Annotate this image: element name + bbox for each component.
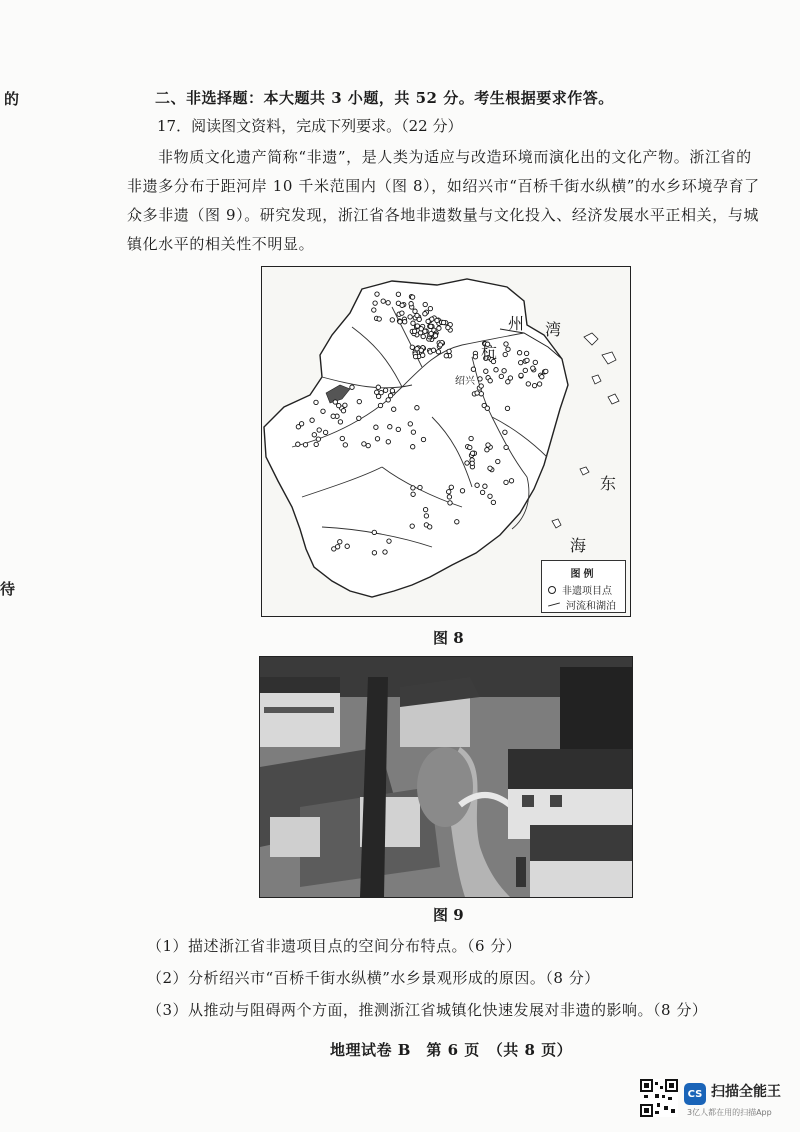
heritage-site-marker (409, 302, 413, 306)
heritage-site-marker (544, 369, 548, 373)
heritage-site-marker (503, 352, 507, 356)
heritage-site-marker (373, 301, 377, 305)
heritage-site-marker (460, 489, 464, 493)
heritage-site-marker (372, 530, 376, 534)
sub-question-3: （3）从推动与阻碍两个方面，推测浙江省城镇化快速发展对非遗的影响。（8 分） (147, 1001, 708, 1019)
heritage-site-marker (533, 360, 537, 364)
heritage-site-marker (424, 514, 428, 518)
heritage-site-marker (410, 295, 414, 299)
legend-river-label: 河流和湖泊 (566, 601, 616, 612)
heritage-site-marker (488, 494, 492, 498)
heritage-site-marker (357, 416, 361, 420)
heritage-site-marker (375, 292, 379, 296)
heritage-site-marker (455, 520, 459, 524)
heritage-site-marker (447, 495, 451, 499)
heritage-site-marker (446, 325, 450, 329)
heritage-site-marker (366, 443, 370, 447)
heritage-site-marker (314, 400, 318, 404)
heritage-site-marker (486, 443, 490, 447)
heritage-site-marker (390, 318, 394, 322)
heritage-site-marker (338, 420, 342, 424)
heritage-site-marker (421, 437, 425, 441)
heritage-site-marker (410, 524, 414, 528)
heritage-site-marker (418, 485, 422, 489)
heritage-site-marker (331, 414, 335, 418)
right-building (508, 749, 632, 789)
site-marker-icon (548, 586, 556, 594)
island-2 (602, 352, 616, 364)
heritage-site-marker (431, 348, 435, 352)
heritage-site-marker (429, 324, 433, 328)
heritage-site-marker (415, 313, 419, 317)
heritage-site-marker (488, 379, 492, 383)
heritage-site-marker (503, 430, 507, 434)
heritage-site-marker (532, 383, 536, 387)
label-hangzhou: 杭 (481, 343, 498, 362)
left-building-roof (260, 677, 340, 693)
label-dong: 东 (600, 474, 617, 493)
heritage-site-marker (419, 327, 423, 331)
heritage-site-marker (475, 391, 479, 395)
figure9-photo (259, 656, 633, 898)
heritage-site-marker (479, 384, 483, 388)
heritage-site-marker (375, 390, 379, 394)
heritage-site-marker (470, 451, 474, 455)
heritage-site-marker (448, 501, 452, 505)
heritage-site-marker (415, 347, 419, 351)
heritage-site-marker (340, 436, 344, 440)
figure8-caption: 图 8 (433, 629, 464, 647)
heritage-site-marker (494, 368, 498, 372)
heritage-site-marker (525, 358, 529, 362)
heritage-site-marker (337, 403, 341, 407)
margin-fragment-top: 的 (4, 90, 20, 108)
heritage-site-marker (428, 306, 432, 310)
heritage-site-marker (473, 355, 477, 359)
camscanner-logo-icon: CS (684, 1083, 706, 1105)
heritage-site-marker (376, 385, 380, 389)
label-wan: 湾 (545, 320, 562, 339)
heritage-site-marker (499, 374, 503, 378)
heritage-site-marker (408, 315, 412, 319)
heritage-site-marker (386, 301, 390, 305)
heritage-site-marker (375, 437, 379, 441)
heritage-site-marker (491, 500, 495, 504)
heritage-site-marker (312, 433, 316, 437)
heritage-site-marker (403, 320, 407, 324)
heritage-site-marker (377, 317, 381, 321)
heritage-site-marker (437, 326, 441, 330)
heritage-site-marker (421, 353, 425, 357)
right-lower-roof (530, 825, 632, 861)
island-5 (580, 467, 589, 475)
heritage-site-marker (504, 480, 508, 484)
heritage-site-marker (504, 445, 508, 449)
heritage-site-marker (484, 369, 488, 373)
heritage-site-marker (413, 354, 417, 358)
legend-row-river (548, 597, 616, 612)
heritage-site-marker (387, 539, 391, 543)
heritage-site-marker (383, 550, 387, 554)
heritage-site-marker (419, 348, 423, 352)
heritage-site-marker (386, 440, 390, 444)
heritage-site-marker (410, 345, 414, 349)
heritage-site-marker (447, 349, 451, 353)
legend-title: 图例 (570, 569, 597, 580)
heritage-site-marker (423, 312, 427, 316)
heritage-site-marker (469, 436, 473, 440)
water-town-illustration (260, 657, 632, 897)
heritage-site-marker (480, 490, 484, 494)
heritage-site-marker (321, 409, 325, 413)
heritage-site-marker (362, 442, 366, 446)
heritage-site-marker (509, 479, 513, 483)
map-legend (541, 560, 626, 613)
heritage-site-marker (519, 360, 523, 364)
heritage-site-marker (411, 321, 415, 325)
white-houses-left (270, 817, 320, 857)
watermark-name: 扫描全能王 (711, 1084, 781, 1100)
heritage-site-marker (388, 393, 392, 397)
heritage-site-marker (438, 343, 442, 347)
island-4 (608, 394, 619, 404)
heritage-site-marker (523, 368, 527, 372)
heritage-site-marker (386, 398, 390, 402)
heritage-site-marker (436, 350, 440, 354)
heritage-site-marker (411, 430, 415, 434)
heritage-site-marker (485, 448, 489, 452)
heritage-site-marker (423, 302, 427, 306)
boats (516, 857, 526, 887)
heritage-site-marker (447, 490, 451, 494)
heritage-site-marker (471, 367, 475, 371)
heritage-site-marker (433, 334, 437, 338)
heritage-site-marker (540, 375, 544, 379)
question-paragraph: 非物质文化遗产简称“非遗”，是人类为适应与改造环境而演化出的文化产物。浙江省的非遗多分布于距河岸 10 千米范围内（图 8），如绍兴市“百桥千街水纵横”的水乡环境孕育了众多非遗（图 9）。研究发现，浙江省各地非遗数量与文化投入、经济发展水平正相关，与城镇化水平的相关性不明显。 (127, 148, 760, 253)
heritage-site-marker (470, 461, 474, 465)
heritage-site-marker (413, 309, 417, 313)
heritage-site-marker (408, 422, 412, 426)
heritage-site-marker (332, 547, 336, 551)
heritage-site-marker (441, 320, 445, 324)
heritage-site-marker (398, 320, 402, 324)
heritage-site-marker (411, 486, 415, 490)
label-hai: 海 (570, 536, 587, 555)
heritage-site-marker (475, 483, 479, 487)
heritage-site-marker (383, 388, 387, 392)
heritage-site-marker (314, 442, 318, 446)
heritage-site-marker (526, 382, 530, 386)
qr-code-icon (640, 1079, 678, 1117)
heritage-site-marker (506, 380, 510, 384)
heritage-site-marker (316, 437, 320, 441)
heritage-site-marker (426, 319, 430, 323)
heritage-site-marker (411, 445, 415, 449)
heritage-site-marker (323, 430, 327, 434)
heritage-site-marker (479, 392, 483, 396)
heritage-site-marker (390, 389, 394, 393)
heritage-site-marker (411, 492, 415, 496)
heritage-site-marker (504, 342, 508, 346)
heritage-site-marker (519, 373, 523, 377)
heritage-site-marker (517, 351, 521, 355)
heritage-site-marker (396, 427, 400, 431)
heritage-site-marker (317, 428, 321, 432)
heritage-site-marker (465, 461, 469, 465)
heritage-site-marker (483, 484, 487, 488)
sub-question-1: （1）描述浙江省非遗项目点的空间分布特点。（6 分） (147, 937, 522, 955)
heritage-site-marker (374, 425, 378, 429)
island-3 (592, 375, 601, 384)
heritage-site-marker (505, 406, 509, 410)
heritage-site-marker (488, 466, 492, 470)
heritage-site-marker (468, 445, 472, 449)
margin-fragment-bottom: 待 (0, 580, 16, 598)
sub-question-2: （2）分析绍兴市“百桥千街水纵横”水乡景观形成的原因。（8 分） (147, 969, 600, 987)
heritage-site-marker (502, 369, 506, 373)
heritage-site-marker (400, 311, 404, 315)
island-1 (584, 333, 598, 345)
heritage-site-marker (478, 377, 482, 381)
label-shaoxing: 绍兴 (455, 376, 475, 387)
heritage-site-marker (429, 331, 433, 335)
figure9-caption: 图 9 (433, 906, 464, 924)
heritage-site-marker (341, 409, 345, 413)
heritage-site-marker (400, 303, 404, 307)
heritage-site-marker (423, 507, 427, 511)
heritage-site-marker (381, 299, 385, 303)
heritage-site-marker (396, 292, 400, 296)
section-heading: 二、非选择题：本大题共 3 小题，共 52 分。考生根据要求作答。 (155, 89, 614, 107)
label-zhou: 州 (508, 314, 525, 333)
right-lower-wall (530, 861, 632, 897)
heritage-site-marker (444, 354, 448, 358)
island-6 (552, 519, 561, 528)
heritage-site-marker (506, 347, 510, 351)
heritage-site-marker (421, 334, 425, 338)
heritage-site-marker (296, 442, 300, 446)
heritage-site-marker (350, 385, 354, 389)
heritage-site-marker (378, 403, 382, 407)
question-title: 17．阅读图文资料，完成下列要求。（22 分） (157, 117, 463, 135)
heritage-site-marker (303, 443, 307, 447)
legend-site-label: 非遗项目点 (562, 586, 612, 597)
left-building-windows (264, 707, 334, 713)
page-footer: 地理试卷 B 第 6 页 （共 8 页） (330, 1041, 573, 1059)
heritage-site-marker (333, 400, 337, 404)
heritage-site-marker (537, 382, 541, 386)
heritage-site-marker (338, 540, 342, 544)
heritage-site-marker (379, 390, 383, 394)
heritage-site-marker (345, 544, 349, 548)
heritage-site-marker (428, 525, 432, 529)
heritage-site-marker (435, 318, 439, 322)
heritage-site-marker (372, 308, 376, 312)
right-building-window-1 (522, 795, 534, 807)
heritage-site-marker (310, 418, 314, 422)
right-building-window-2 (550, 795, 562, 807)
heritage-site-marker (343, 443, 347, 447)
heritage-site-marker (415, 406, 419, 410)
heritage-site-marker (531, 366, 535, 370)
trees-right (560, 667, 632, 749)
heritage-site-marker (496, 459, 500, 463)
heritage-site-marker (524, 351, 528, 355)
heritage-site-marker (357, 399, 361, 403)
legend-row-site (548, 582, 612, 597)
heritage-site-marker (392, 407, 396, 411)
river-line-icon (548, 602, 560, 606)
watermark-subtitle: 3亿人都在用的扫描App (687, 1108, 772, 1117)
willow-tree (417, 747, 473, 827)
heritage-site-marker (412, 329, 416, 333)
heritage-site-marker (299, 422, 303, 426)
heritage-site-marker (372, 551, 376, 555)
heritage-site-marker (485, 406, 489, 410)
heritage-site-marker (343, 403, 347, 407)
heritage-site-marker (388, 425, 392, 429)
heritage-site-marker (449, 485, 453, 489)
